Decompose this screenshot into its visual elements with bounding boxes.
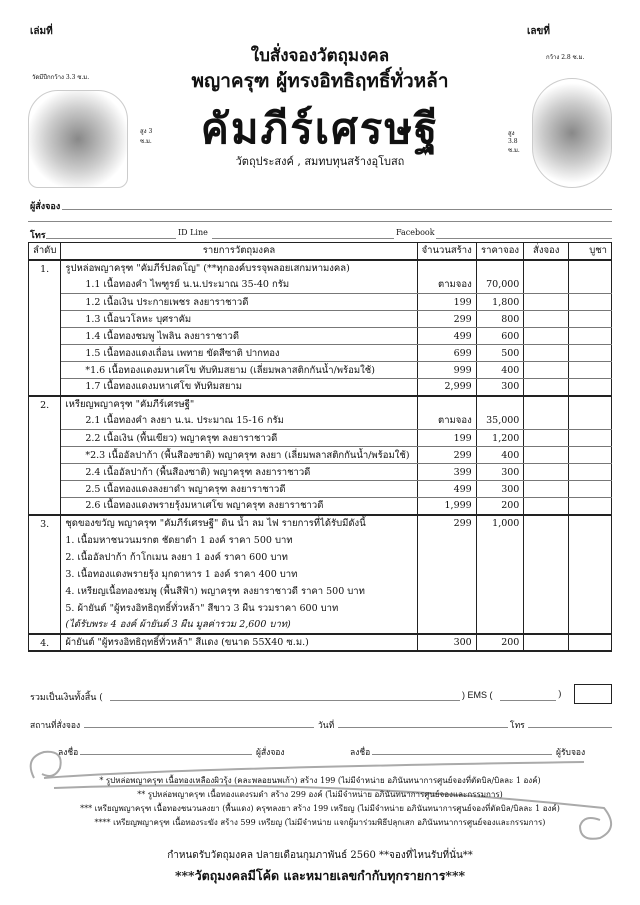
quantity-made: 999 xyxy=(417,362,476,379)
pickup-note: กำหนดรับวัตถุมงคล ปลายเดือนกุมภาพันธ์ 2560 **จองที่ไหนรับที่นั่น** xyxy=(167,850,473,861)
ems-close: ) xyxy=(558,690,562,700)
worship-cell[interactable] xyxy=(569,345,612,362)
order-cell[interactable] xyxy=(524,396,569,413)
order-cell[interactable] xyxy=(524,532,569,549)
footnote: *** เหรียญพญาครุฑ เนื้อทองชนวนลงยา (พื้นแดง) ครุฑลงยา สร้าง 199 เหรียญ (ไม่มีจำหน่าย อภินันทนาการศูนย์จองที่ตัดบิล/บิลละ 1 องค์) xyxy=(80,804,560,813)
worship-cell[interactable] xyxy=(569,464,612,481)
quantity-made: 299 xyxy=(417,311,476,328)
quantity-made: ตามจอง xyxy=(417,277,476,294)
worship-cell[interactable] xyxy=(569,294,612,311)
reserve-price xyxy=(476,600,524,617)
date-label: วันที่ xyxy=(318,721,335,731)
order-cell[interactable] xyxy=(524,566,569,583)
row-number: 1. xyxy=(29,260,61,396)
item-description: *1.6 เนื้อทองแดงมหาเศโข ทับทิมสยาม (เลี่ยมพลาสติกกันน้ำ/พร้อมใช้) xyxy=(61,362,417,379)
order-cell[interactable] xyxy=(524,430,569,447)
worship-cell[interactable] xyxy=(569,481,612,498)
book-no-label: เล่มที่ xyxy=(30,26,53,37)
column-header: ราคาจอง xyxy=(476,243,524,260)
reserve-price: 200 xyxy=(476,634,524,651)
table-row xyxy=(29,549,612,566)
orderer-sign-caption: ผู้สั่งจอง xyxy=(256,748,285,758)
item-description: *2.3 เนื้ออัลปาก้า (พื้นสีองซาติ) พญาครุฑ ลงยา (เลี่ยมพลาสติกกันน้ำ/พร้อมใช้) xyxy=(61,447,417,464)
item-description: 2.1 เนื้อทองคำ ลงยา น.น. ประมาณ 15-16 กรัม xyxy=(61,413,417,430)
worship-cell[interactable] xyxy=(569,566,612,583)
worship-cell[interactable] xyxy=(569,532,612,549)
order-cell[interactable] xyxy=(524,549,569,566)
table-row xyxy=(29,583,612,600)
phone-field[interactable] xyxy=(46,238,176,239)
footnote: ** รูปหล่อพญาครุฑ เนื้อทองแดงรมดำ สร้าง 299 องค์ (ไม่มีจำหน่าย อภินันทนาการศูนย์จองและกรรมการ) xyxy=(137,790,503,799)
item-description: 1. เนื้อมหาชนวนมรกต ชัดยาดำ 1 องค์ ราคา 500 บาท xyxy=(61,532,417,549)
table-row xyxy=(29,498,612,515)
sign-label-1: ลงชื่อ xyxy=(58,748,79,758)
facebook-label: Facebook xyxy=(396,228,435,237)
table-row xyxy=(29,447,612,464)
garuda-emblem-image xyxy=(28,90,128,188)
footer-phone-field[interactable] xyxy=(528,727,612,728)
table-row xyxy=(29,532,612,549)
quantity-made: 399 xyxy=(417,464,476,481)
order-cell[interactable] xyxy=(524,515,569,532)
column-header: สั่งจอง xyxy=(524,243,569,260)
order-cell[interactable] xyxy=(524,345,569,362)
worship-cell[interactable] xyxy=(569,311,612,328)
orderer-label: ผู้สั่งจอง xyxy=(30,202,61,212)
quantity-made: 1,999 xyxy=(417,498,476,515)
quantity-made: 299 xyxy=(417,447,476,464)
reserve-price: 1,000 xyxy=(476,515,524,532)
item-description: 1.2 เนื้อเงิน ประกายเพชร ลงยาราชาวดี xyxy=(61,294,417,311)
table-row xyxy=(29,311,612,328)
table-row xyxy=(29,294,612,311)
reserve-price xyxy=(476,549,524,566)
worship-cell[interactable] xyxy=(569,583,612,600)
worship-cell[interactable] xyxy=(569,328,612,345)
order-cell[interactable] xyxy=(524,294,569,311)
footnote: * รูปหล่อพญาครุฑ เนื้อทองเหลืองผิวรุ้ง (คละพลอยนพเก้า) สร้าง 199 (ไม่มีจำหน่าย อภินันทนาการศูนย์จองที่ตัดบิล/บิลละ 1 องค์) xyxy=(99,776,541,785)
reserve-price: 1,200 xyxy=(476,430,524,447)
quantity-made xyxy=(417,617,476,634)
table-row xyxy=(29,515,612,532)
reserve-price: 300 xyxy=(476,481,524,498)
table-row xyxy=(29,345,612,362)
title-main: คัมภีร์เศรษฐี xyxy=(200,104,440,153)
worship-cell[interactable] xyxy=(569,362,612,379)
table-row xyxy=(29,328,612,345)
order-cell[interactable] xyxy=(524,481,569,498)
worship-cell[interactable] xyxy=(569,430,612,447)
item-description: รูปหล่อพญาครุฑ "คัมภีร์ปลดโญ" (**ทุกองค์บรรจุพลอยเสกมหามงคล) xyxy=(61,260,417,277)
title-line-2: พญาครุฑ ผู้ทรงอิทธิฤทธิ์ทั่วหล้า xyxy=(191,70,449,92)
order-cell[interactable] xyxy=(524,311,569,328)
quantity-made xyxy=(417,549,476,566)
item-description: ชุดของขวัญ พญาครุฑ "คัมภีร์เศรษฐี" ดิน น้ำ ลม ไฟ รายการที่ได้รับมีดังนี้ xyxy=(61,515,417,532)
row-number: 3. xyxy=(29,515,61,634)
worship-cell[interactable] xyxy=(569,549,612,566)
title-line-1: ใบสั่งจองวัตถุมงคล xyxy=(250,46,390,66)
ems-field[interactable] xyxy=(500,700,556,701)
quantity-made xyxy=(417,583,476,600)
item-description: 2.2 เนื้อเงิน (พื้นเขียว) พญาครุฑ ลงยาราชาวดี xyxy=(61,430,417,447)
table-row xyxy=(29,464,612,481)
total-label: รวมเป็นเงินทั้งสิ้น ( xyxy=(30,693,103,703)
worship-cell[interactable] xyxy=(569,379,612,396)
item-description: 2. เนื้ออัลปาก้า ก้าโกเมน ลงยา 1 องค์ ราคา 600 บาท xyxy=(61,549,417,566)
reserve-price xyxy=(476,566,524,583)
worship-cell[interactable] xyxy=(569,413,612,430)
quantity-made: 699 xyxy=(417,345,476,362)
table-row xyxy=(29,413,612,430)
quantity-made xyxy=(417,396,476,413)
quantity-made xyxy=(417,260,476,277)
order-cell[interactable] xyxy=(524,379,569,396)
row-number: 2. xyxy=(29,396,61,515)
reserve-price: 35,000 xyxy=(476,413,524,430)
order-cell[interactable] xyxy=(524,447,569,464)
left-size-height: สูง 3 ซ.ม. xyxy=(140,128,153,145)
left-size-width: วัดมีปีกกว้าง 3.3 ซ.ม. xyxy=(32,74,90,81)
total-field[interactable] xyxy=(110,700,460,701)
item-description: 3. เนื้อทองแดงพรายรุ้ง มุกดาหาร 1 องค์ ราคา 400 บาท xyxy=(61,566,417,583)
item-description: 1.1 เนื้อทองคำ ไพฑูรย์ น.น.ประมาณ 35-40 กรัม xyxy=(61,277,417,294)
subtitle: วัตถุประสงค์ , สมทบทุนสร้างอุโบสถ xyxy=(235,155,405,168)
reserve-price xyxy=(476,532,524,549)
column-header: ลำดับ xyxy=(29,243,61,260)
table-row xyxy=(29,430,612,447)
phone-label: โทร xyxy=(30,231,46,241)
quantity-made: 199 xyxy=(417,294,476,311)
order-cell[interactable] xyxy=(524,464,569,481)
worship-cell[interactable] xyxy=(569,396,612,413)
quantity-made xyxy=(417,566,476,583)
quantity-made xyxy=(417,532,476,549)
table-row xyxy=(29,600,612,617)
ems-label: ) EMS ( xyxy=(462,690,493,700)
code-note: ***วัตถุมงคลมีโค้ด และหมายเลขกำกับทุกรายการ*** xyxy=(174,868,466,883)
place-field[interactable] xyxy=(84,727,314,728)
order-cell[interactable] xyxy=(524,328,569,345)
item-description: 1.3 เนื้อนวโลหะ บุศราคัม xyxy=(61,311,417,328)
column-header: รายการวัตถุมงคล xyxy=(61,243,417,260)
table-row xyxy=(29,634,612,651)
right-size-height: สูง 3.8 ซ.ม. xyxy=(508,130,520,154)
order-table xyxy=(28,242,612,652)
quantity-made xyxy=(417,600,476,617)
date-field[interactable] xyxy=(338,727,508,728)
footnote: **** เหรียญพญาครุฑ เนื้อทองระฆัง สร้าง 599 เหรียญ (ไม่มีจำหน่าย แจกผู้มาร่วมพิธีปลุกเสก อภินันทนาการศูนย์จองและกรรมการ) xyxy=(94,818,546,827)
reserve-price xyxy=(476,260,524,277)
table-row xyxy=(29,277,612,294)
worship-cell[interactable] xyxy=(569,600,612,617)
worship-cell[interactable] xyxy=(569,498,612,515)
facebook-field[interactable] xyxy=(436,238,612,239)
total-box[interactable] xyxy=(574,684,612,704)
order-cell[interactable] xyxy=(524,617,569,634)
orderer-field[interactable] xyxy=(62,209,612,210)
item-description: เหรียญพญาครุฑ "คัมภีร์เศรษฐี" xyxy=(61,396,417,413)
place-label: สถานที่สั่งจอง xyxy=(30,721,81,731)
coin-medallion-image xyxy=(532,78,612,188)
item-description: 2.4 เนื้ออัลปาก้า (พื้นสีองซาติ) พญาครุฑ ลงยาราชาวดี xyxy=(61,464,417,481)
item-description: ผ้ายันต์ "ผู้ทรงอิทธิฤทธิ์ทั่วหล้า" สีแดง (ขนาด 55X40 ซ.ม.) xyxy=(61,634,417,651)
reserve-price: 500 xyxy=(476,345,524,362)
table-row xyxy=(29,396,612,413)
order-cell[interactable] xyxy=(524,634,569,651)
reserve-price: 400 xyxy=(476,362,524,379)
quantity-made: 2,999 xyxy=(417,379,476,396)
number-label: เลขที่ xyxy=(527,26,550,37)
column-header: บูชา xyxy=(569,243,612,260)
order-cell[interactable] xyxy=(524,583,569,600)
quantity-made: 499 xyxy=(417,328,476,345)
worship-cell[interactable] xyxy=(569,515,612,532)
order-cell[interactable] xyxy=(524,413,569,430)
item-description: 1.4 เนื้อทองชมพู ไพลิน ลงยาราชาวดี xyxy=(61,328,417,345)
item-description: 4. เหรียญเนื้อทองชมพู (พื้นสีฟ้า) พญาครุฑ ลงยาราชาวดี ราคา 500 บาท xyxy=(61,583,417,600)
right-size-width: กว้าง 2.8 ซ.ม. xyxy=(546,54,585,61)
worship-cell[interactable] xyxy=(569,277,612,294)
item-description: 2.6 เนื้อทองแดงพรายรุ้งมหาเศโข พญาครุฑ ลงยาราชาวดี xyxy=(61,498,417,515)
item-description: (ได้รับพระ 4 องค์ ผ้ายันต์ 3 ผืน มูลค่ารวม 2,600 บาท) xyxy=(61,617,417,634)
item-description: 5. ผ้ายันต์ "ผู้ทรงอิทธิฤทธิ์ทั่วหล้า" สีขาว 3 ผืน รวมราคา 600 บาท xyxy=(61,600,417,617)
worship-cell[interactable] xyxy=(569,447,612,464)
quantity-made: 300 xyxy=(417,634,476,651)
sign-label-2: ลงชื่อ xyxy=(350,748,371,758)
worship-cell[interactable] xyxy=(569,634,612,651)
item-description: 1.7 เนื้อทองแดงมหาเศโข ทับทิมสยาม xyxy=(61,379,417,396)
quantity-made: 199 xyxy=(417,430,476,447)
footer-phone-label: โทร xyxy=(510,721,525,731)
reserve-price: 600 xyxy=(476,328,524,345)
item-description: 1.5 เนื้อทองแดงเถื่อน เพทาย ขัดสีซาติ ปากทอง xyxy=(61,345,417,362)
reserve-price xyxy=(476,583,524,600)
table-row xyxy=(29,566,612,583)
table-row xyxy=(29,481,612,498)
table-row xyxy=(29,362,612,379)
item-description: 2.5 เนื้อทองแดงลงยาดำ พญาครุฑ ลงยาราชาวดี xyxy=(61,481,417,498)
worship-cell[interactable] xyxy=(569,260,612,277)
line-id-label: ID Line xyxy=(178,228,208,237)
line-id-field[interactable] xyxy=(212,238,394,239)
reserve-price: 400 xyxy=(476,447,524,464)
table-row xyxy=(29,260,612,277)
divider xyxy=(28,221,612,222)
order-cell[interactable] xyxy=(524,498,569,515)
reserve-price: 800 xyxy=(476,311,524,328)
reserve-price: 300 xyxy=(476,379,524,396)
order-cell[interactable] xyxy=(524,260,569,277)
receiver-sign-caption: ผู้รับจอง xyxy=(556,748,586,758)
order-cell[interactable] xyxy=(524,277,569,294)
quantity-made: ตามจอง xyxy=(417,413,476,430)
worship-cell[interactable] xyxy=(569,617,612,634)
reserve-price xyxy=(476,396,524,413)
quantity-made: 299 xyxy=(417,515,476,532)
order-cell[interactable] xyxy=(524,600,569,617)
quantity-made: 499 xyxy=(417,481,476,498)
reserve-price: 200 xyxy=(476,498,524,515)
reserve-price xyxy=(476,617,524,634)
table-row xyxy=(29,617,612,634)
footnotes xyxy=(0,774,640,830)
reserve-price: 1,800 xyxy=(476,294,524,311)
reserve-price: 300 xyxy=(476,464,524,481)
order-cell[interactable] xyxy=(524,362,569,379)
column-header: จำนวนสร้าง xyxy=(417,243,476,260)
table-row xyxy=(29,379,612,396)
reserve-price: 70,000 xyxy=(476,277,524,294)
row-number: 4. xyxy=(29,634,61,651)
